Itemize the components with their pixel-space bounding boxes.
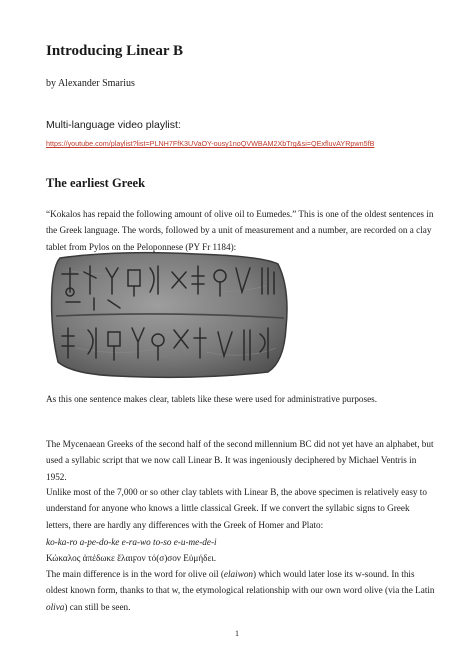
paragraph-administrative: As this one sentence makes clear, tablets like these were used for administrative purposes. [46,394,378,404]
paragraph-olive-oil [46,566,436,615]
paragraph-intro: “Kokalos has repaid the following amount of olive oil to Eumedes.” This is one of the oldest sentences in the Greek language. The words, followed by a unit of measurement and a number, are recorded on a clay tablet from Pylos on the Peloponnese (PY Fr 1184): [46,209,434,252]
word-elaiwon: elaiwon [223,569,254,579]
section-heading: The earliest Greek [46,176,146,190]
paragraph-comparison: Unlike most of the 7,000 or so other clay tablets with Linear B, the above specimen is relatively easy to understand for anyone who knows a little classical Greek. If we convert the syllabic signs to Greek letters, there are hardly any differences with the Greek of Homer and Plato: [46,487,427,530]
word-oliva: oliva [46,601,65,612]
linear-b-transliteration: ko-ka-ro a-pe-do-ke e-ra-wo to-so e-u-me-de-i [46,537,217,547]
document-title: Introducing Linear B [46,43,183,59]
playlist-link[interactable]: https://youtube.com/playlist?list=PLNH7FfK3UVaOY-ousy1noQVWBAM2XbTrg&si=QExfluvAYRpwn5fB [46,139,375,148]
paragraph-olive-oil-part-2: ) which would later lose its w-sound. In this oldest known form, thanks to that w, the etymological relationship with our own word olive (via the Latin [46,569,435,596]
greek-translation: Κώκαλος ἀπέδωκε ἔλαιϝον τό(σ)σον Εὐμήδει. [46,553,217,563]
author-byline: by Alexander Smarius [46,78,135,89]
paragraph-olive-oil-part-3: ) can still be seen. [64,601,131,612]
page-number: 1 [235,629,239,638]
paragraph-olive-oil-part-1: The main difference is in the word for olive oil ( [46,569,224,579]
playlist-label: Multi-language video playlist: [46,119,181,131]
paragraph-decipherment: The Mycenaean Greeks of the second half of the second millennium BC did not yet have an alphabet, but used a syllabic script that we now call Linear B. It was ingeniously deciphered by Michael Ventris in 1952. [46,439,434,482]
clay-tablet-image [46,248,294,382]
